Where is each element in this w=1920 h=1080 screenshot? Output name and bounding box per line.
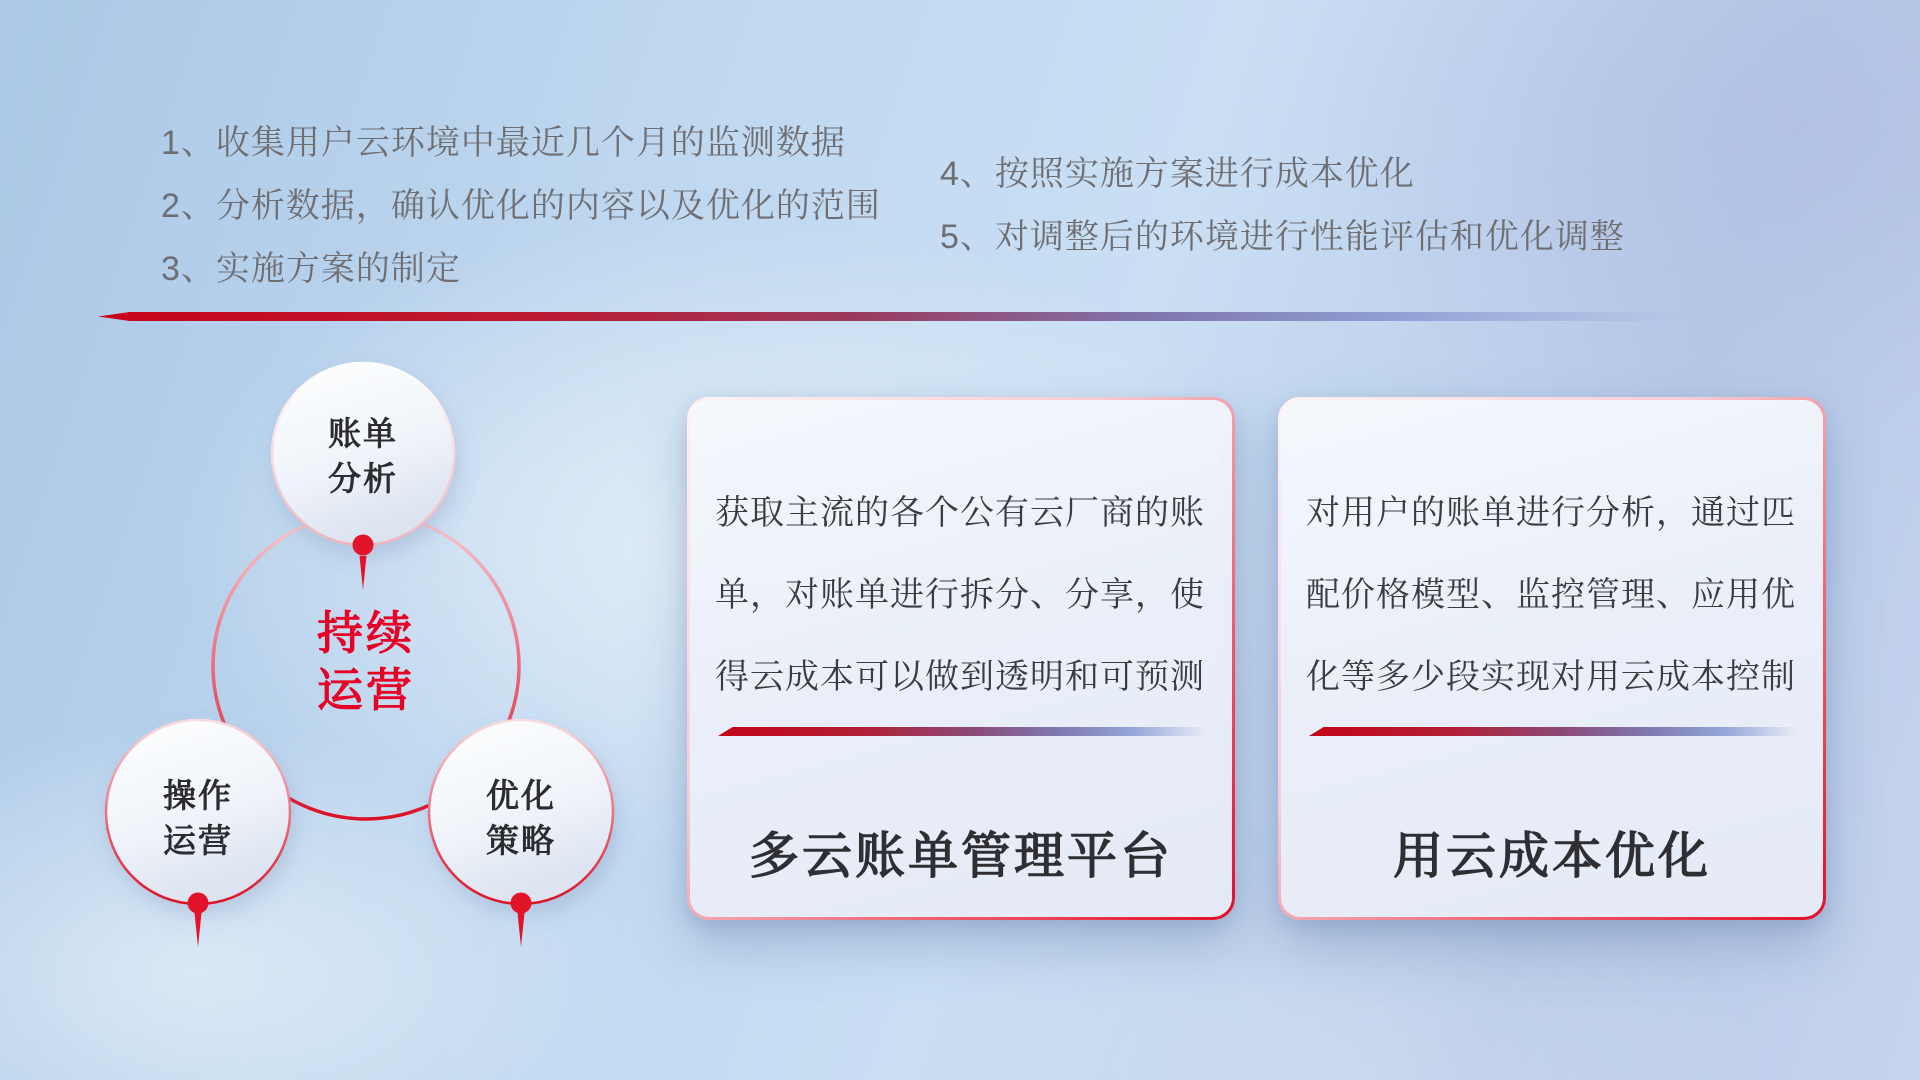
step-item-5: 5、对调整后的环境进行性能评估和优化调整	[940, 218, 1625, 256]
card1-gradient-divider	[718, 727, 1206, 736]
red-dot-right	[511, 893, 532, 914]
optimization-strategy-line2: 策略	[486, 822, 556, 859]
optimization-strategy-label	[486, 773, 556, 863]
card1-body-line3: 得云成本可以做到透明和可预测	[715, 658, 1205, 696]
card-multicloud-billing-body	[715, 472, 1205, 718]
gradient-divider-line	[98, 312, 1678, 321]
card2-gradient-divider	[1309, 727, 1797, 736]
red-dot-right-tail	[518, 913, 525, 947]
step-item-4: 4、按照实施方案进行成本优化	[940, 155, 1415, 193]
card-multicloud-billing-inner	[690, 400, 1232, 917]
red-dot-top-tail	[360, 556, 367, 590]
operation-ops-label	[163, 773, 233, 863]
optimization-strategy-line1: 优化	[486, 777, 556, 814]
bill-analysis-line1: 账单	[328, 415, 398, 452]
card2-body-line3: 化等多少段实现对用云成本控制	[1306, 658, 1796, 696]
card2-body-line2: 配价格模型、监控管理、应用优	[1306, 576, 1796, 614]
card-cloud-cost-optimization-body	[1306, 472, 1796, 718]
step-item-1: 1、收集用户云环境中最近几个月的监测数据	[161, 124, 846, 162]
card-multicloud-billing	[687, 397, 1235, 920]
continuous-operation-line2: 运营	[317, 664, 415, 716]
card1-title: 多云账单管理平台	[749, 828, 1173, 884]
bill-analysis-line2: 分析	[328, 460, 398, 497]
card1-body-line1: 获取主流的各个公有云厂商的账	[715, 494, 1205, 532]
steps-list-left	[161, 112, 881, 301]
red-dot-top	[353, 535, 374, 556]
red-dot-left-tail	[195, 913, 202, 947]
card2-title: 用云成本优化	[1393, 828, 1711, 884]
steps-list-right	[940, 143, 1625, 269]
step-item-2: 2、分析数据，确认优化的内容以及优化的范围	[161, 187, 881, 225]
bill-analysis-label	[328, 411, 398, 501]
red-dot-left	[188, 893, 209, 914]
operation-ops-line1: 操作	[163, 777, 233, 814]
continuous-operation-line1: 持续	[317, 607, 415, 659]
card-cloud-cost-optimization-inner	[1281, 400, 1823, 917]
card1-body-line2: 单，对账单进行拆分、分享，使	[715, 576, 1205, 614]
card2-body-line1: 对用户的账单进行分析，通过匹	[1306, 494, 1796, 532]
step-item-3: 3、实施方案的制定	[161, 250, 461, 288]
card-cloud-cost-optimization	[1278, 397, 1826, 920]
continuous-operation-label	[317, 605, 415, 719]
operation-ops-line2: 运营	[163, 822, 233, 859]
